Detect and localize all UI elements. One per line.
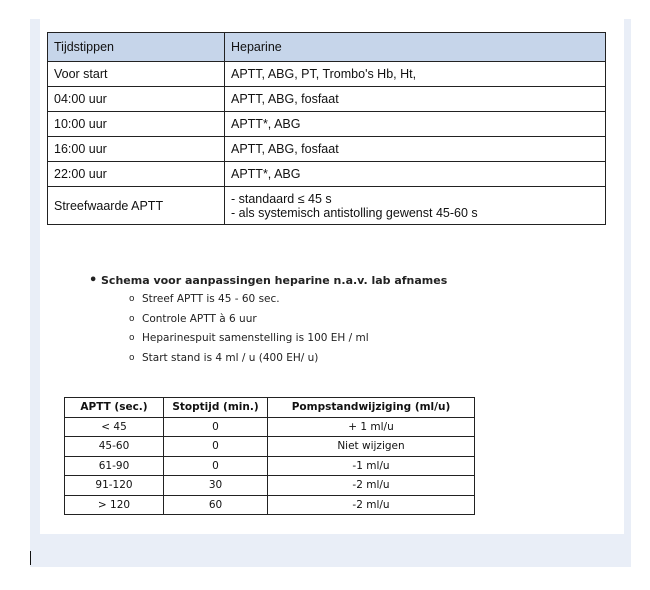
header-cell: APTT (sec.) xyxy=(65,398,164,418)
pomp-cell: -2 ml/u xyxy=(268,476,475,496)
text-cursor[interactable] xyxy=(30,551,31,565)
tests-cell: APTT, ABG, PT, Trombo's Hb, Ht, xyxy=(225,62,606,87)
stoptijd-cell: 60 xyxy=(164,495,268,515)
header-cell: Pompstandwijziging (ml/u) xyxy=(268,398,475,418)
table-row xyxy=(48,112,606,137)
header-cell: Tijdstippen xyxy=(48,33,225,62)
time-cell: 16:00 uur xyxy=(48,137,225,162)
list-item: o Heparinespuit samenstelling is 100 EH / ml xyxy=(129,329,447,349)
aptt-cell: 61-90 xyxy=(65,456,164,476)
aptt-cell: > 120 xyxy=(65,495,164,515)
tests-cell: APTT, ABG, fosfaat xyxy=(225,137,606,162)
target-line: - standaard ≤ 45 s xyxy=(231,191,332,206)
table-row xyxy=(48,87,606,112)
table-row xyxy=(48,62,606,87)
schema-title: • Schema voor aanpassingen heparine n.a.v. lab afnames xyxy=(89,274,447,287)
pomp-cell: -1 ml/u xyxy=(268,456,475,476)
time-cell: 04:00 uur xyxy=(48,87,225,112)
lab-schedule-table xyxy=(47,32,606,225)
header-cell: Heparine xyxy=(225,33,606,62)
list-item: o Streef APTT is 45 - 60 sec. xyxy=(129,290,447,310)
list-item: o Controle APTT à 6 uur xyxy=(129,310,447,330)
header-cell: Stoptijd (min.) xyxy=(164,398,268,418)
time-cell: 10:00 uur xyxy=(48,112,225,137)
target-value-cell xyxy=(225,187,606,225)
table-row xyxy=(65,417,475,437)
pomp-cell: + 1 ml/u xyxy=(268,417,475,437)
time-cell: Voor start xyxy=(48,62,225,87)
schema-section xyxy=(89,274,447,369)
tests-cell: APTT*, ABG xyxy=(225,112,606,137)
table-row xyxy=(48,137,606,162)
table-row xyxy=(65,456,475,476)
pomp-cell: Niet wijzigen xyxy=(268,437,475,457)
list-item: o Start stand is 4 ml / u (400 EH/ u) xyxy=(129,349,447,369)
stoptijd-cell: 0 xyxy=(164,456,268,476)
tests-cell: APTT*, ABG xyxy=(225,162,606,187)
table-row xyxy=(65,437,475,457)
aptt-cell: 45-60 xyxy=(65,437,164,457)
pomp-cell: -2 ml/u xyxy=(268,495,475,515)
schema-list xyxy=(89,290,447,369)
stoptijd-cell: 0 xyxy=(164,417,268,437)
target-line: - als systemisch antistolling gewenst 45-60 s xyxy=(231,205,478,220)
aptt-cell: < 45 xyxy=(65,417,164,437)
time-cell: 22:00 uur xyxy=(48,162,225,187)
table-header-row xyxy=(48,33,606,62)
tests-cell: APTT, ABG, fosfaat xyxy=(225,87,606,112)
aptt-cell: 91-120 xyxy=(65,476,164,496)
stoptijd-cell: 0 xyxy=(164,437,268,457)
stoptijd-cell: 30 xyxy=(164,476,268,496)
target-label-cell: Streefwaarde APTT xyxy=(48,187,225,225)
pump-adjustment-table xyxy=(64,397,475,515)
table-row xyxy=(48,162,606,187)
table-row xyxy=(65,476,475,496)
table-row xyxy=(48,187,606,225)
table-row xyxy=(65,495,475,515)
table-header-row xyxy=(65,398,475,418)
